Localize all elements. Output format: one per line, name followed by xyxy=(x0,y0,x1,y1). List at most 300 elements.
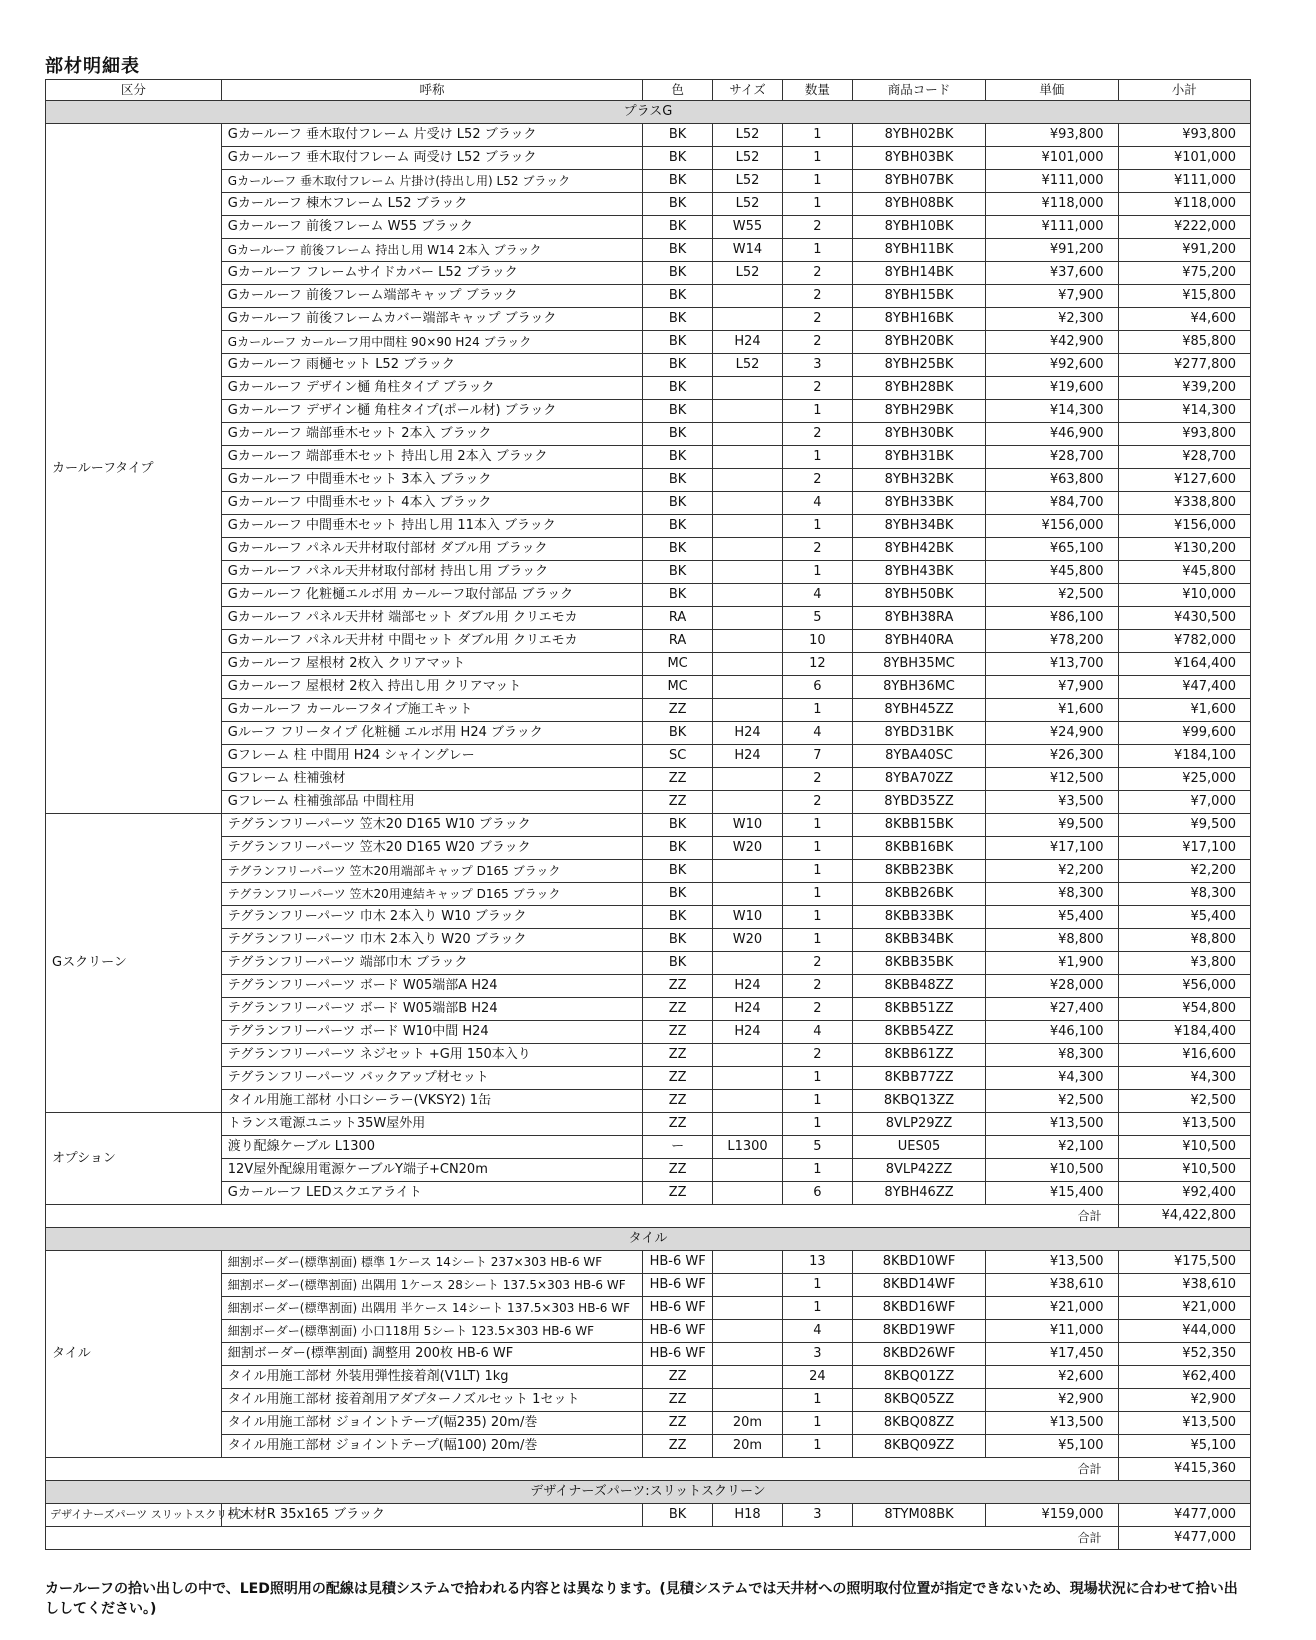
item-subtotal: ¥93,800 xyxy=(1118,124,1250,147)
item-name: Gカールーフ デザイン樋 角柱タイプ ブラック xyxy=(221,377,642,400)
table-row xyxy=(46,561,1251,584)
item-unit-price: ¥46,900 xyxy=(986,423,1118,446)
table-row xyxy=(46,1320,1251,1343)
item-unit-price: ¥28,000 xyxy=(986,975,1118,998)
item-size: W14 xyxy=(713,239,783,262)
item-code: 8YBA40SC xyxy=(852,745,985,768)
item-code: 8YBH29BK xyxy=(852,400,985,423)
table-row xyxy=(46,722,1251,745)
item-unit-price: ¥4,300 xyxy=(986,1067,1118,1090)
item-quantity: 2 xyxy=(782,975,852,998)
item-code: 8YBH20BK xyxy=(852,331,985,354)
item-unit-price: ¥91,200 xyxy=(986,239,1118,262)
table-row xyxy=(46,1343,1251,1366)
section-title: デザイナーズパーツ:スリットスクリーン xyxy=(46,1481,1251,1504)
item-subtotal: ¥101,000 xyxy=(1118,147,1250,170)
table-row xyxy=(46,860,1251,883)
item-quantity: 1 xyxy=(782,814,852,837)
item-color: ZZ xyxy=(643,768,713,791)
item-quantity: 1 xyxy=(782,124,852,147)
item-code: 8KBB54ZZ xyxy=(852,1021,985,1044)
item-size xyxy=(713,1274,783,1297)
total-value: ¥415,360 xyxy=(1118,1458,1250,1481)
item-unit-price: ¥2,100 xyxy=(986,1136,1118,1159)
item-subtotal: ¥3,800 xyxy=(1118,952,1250,975)
item-quantity: 2 xyxy=(782,469,852,492)
col-header-subtotal: 小計 xyxy=(1118,80,1250,101)
col-header-size: サイズ xyxy=(713,80,783,101)
item-unit-price: ¥28,700 xyxy=(986,446,1118,469)
item-code: 8KBD10WF xyxy=(852,1251,985,1274)
item-code: 8YBH43BK xyxy=(852,561,985,584)
item-code: 8KBQ01ZZ xyxy=(852,1366,985,1389)
item-subtotal: ¥222,000 xyxy=(1118,216,1250,239)
table-row xyxy=(46,1044,1251,1067)
item-color: ZZ xyxy=(643,699,713,722)
item-subtotal: ¥93,800 xyxy=(1118,423,1250,446)
item-subtotal: ¥4,600 xyxy=(1118,308,1250,331)
item-subtotal: ¥184,100 xyxy=(1118,745,1250,768)
category-cell: Gスクリーン xyxy=(46,814,222,1113)
col-header-quantity: 数量 xyxy=(782,80,852,101)
section-header-row xyxy=(46,1481,1251,1504)
item-unit-price: ¥2,900 xyxy=(986,1389,1118,1412)
item-name: Gカールーフ フレームサイドカバー L52 ブラック xyxy=(221,262,642,285)
category-cell: カールーフタイプ xyxy=(46,124,222,814)
item-code: 8KBB48ZZ xyxy=(852,975,985,998)
item-color: HB-6 WF xyxy=(643,1297,713,1320)
item-quantity: 1 xyxy=(782,1067,852,1090)
item-color: BK xyxy=(643,538,713,561)
table-row xyxy=(46,446,1251,469)
item-quantity: 4 xyxy=(782,492,852,515)
table-row xyxy=(46,1504,1251,1527)
item-color: BK xyxy=(643,860,713,883)
item-code: 8KBB34BK xyxy=(852,929,985,952)
item-name: テグランフリーパーツ ボード W05端部B H24 xyxy=(221,998,642,1021)
item-subtotal: ¥75,200 xyxy=(1118,262,1250,285)
item-size: 20m xyxy=(713,1435,783,1458)
item-quantity: 5 xyxy=(782,1136,852,1159)
item-color: ZZ xyxy=(643,1113,713,1136)
footnote: カールーフの拾い出しの中で、LED照明用の配線は見積システムで拾われる内容とは異なります。(見積システムでは天井材への照明取付位置が指定できないため、現場状況に合わせて拾い出ししてください。) xyxy=(45,1581,1238,1617)
item-code: 8KBD19WF xyxy=(852,1320,985,1343)
table-row xyxy=(46,952,1251,975)
item-code: 8KBB77ZZ xyxy=(852,1067,985,1090)
item-color: ZZ xyxy=(643,1159,713,1182)
item-size: H24 xyxy=(713,745,783,768)
item-color: BK xyxy=(643,262,713,285)
item-name: Gカールーフ 垂木取付フレーム 片受け L52 ブラック xyxy=(221,124,642,147)
item-size xyxy=(713,308,783,331)
item-quantity: 1 xyxy=(782,1274,852,1297)
page-title: 部材明細表 xyxy=(45,56,140,77)
item-name: Gカールーフ 屋根材 2枚入 持出し用 クリアマット xyxy=(221,676,642,699)
item-color: BK xyxy=(643,124,713,147)
item-name: Gカールーフ パネル天井材取付部材 ダブル用 ブラック xyxy=(221,538,642,561)
item-quantity: 2 xyxy=(782,423,852,446)
item-code: 8YBH11BK xyxy=(852,239,985,262)
item-subtotal: ¥5,400 xyxy=(1118,906,1250,929)
item-color: ZZ xyxy=(643,1389,713,1412)
item-unit-price: ¥13,700 xyxy=(986,653,1118,676)
item-quantity: 4 xyxy=(782,1021,852,1044)
item-color: BK xyxy=(643,308,713,331)
item-name: タイル用施工部材 外装用弾性接着剤(V1LT) 1kg xyxy=(221,1366,642,1389)
item-subtotal: ¥47,400 xyxy=(1118,676,1250,699)
table-row xyxy=(46,538,1251,561)
total-label: 合計 xyxy=(46,1205,1119,1228)
item-code: 8YBD35ZZ xyxy=(852,791,985,814)
item-quantity: 2 xyxy=(782,952,852,975)
item-code: 8KBB51ZZ xyxy=(852,998,985,1021)
item-unit-price: ¥78,200 xyxy=(986,630,1118,653)
item-quantity: 2 xyxy=(782,331,852,354)
item-size: W20 xyxy=(713,929,783,952)
item-color: HB-6 WF xyxy=(643,1251,713,1274)
table-row xyxy=(46,630,1251,653)
item-unit-price: ¥38,610 xyxy=(986,1274,1118,1297)
item-quantity: 2 xyxy=(782,308,852,331)
item-subtotal: ¥21,000 xyxy=(1118,1297,1250,1320)
item-size xyxy=(713,1182,783,1205)
item-size xyxy=(713,791,783,814)
item-size xyxy=(713,515,783,538)
item-code: 8YBH25BK xyxy=(852,354,985,377)
item-code: 8YBH45ZZ xyxy=(852,699,985,722)
item-unit-price: ¥65,100 xyxy=(986,538,1118,561)
item-code: 8KBB15BK xyxy=(852,814,985,837)
item-code: 8YBH38RA xyxy=(852,607,985,630)
item-subtotal: ¥2,500 xyxy=(1118,1090,1250,1113)
item-unit-price: ¥2,300 xyxy=(986,308,1118,331)
item-color: MC xyxy=(643,676,713,699)
item-color: BK xyxy=(643,906,713,929)
item-color: BK xyxy=(643,354,713,377)
total-row xyxy=(46,1205,1251,1228)
section-title: プラスG xyxy=(46,101,1251,124)
item-name: テグランフリーパーツ 端部巾木 ブラック xyxy=(221,952,642,975)
item-name: Gカールーフ 雨樋セット L52 ブラック xyxy=(221,354,642,377)
item-subtotal: ¥782,000 xyxy=(1118,630,1250,653)
item-color: BK xyxy=(643,423,713,446)
item-code: 8KBB23BK xyxy=(852,860,985,883)
item-quantity: 1 xyxy=(782,239,852,262)
item-code: 8KBQ08ZZ xyxy=(852,1412,985,1435)
item-name: Gカールーフ 前後フレーム端部キャップ ブラック xyxy=(221,285,642,308)
item-unit-price: ¥17,450 xyxy=(986,1343,1118,1366)
item-name: Gカールーフ 中間垂木セット 3本入 ブラック xyxy=(221,469,642,492)
table-row xyxy=(46,837,1251,860)
item-size xyxy=(713,768,783,791)
item-unit-price: ¥19,600 xyxy=(986,377,1118,400)
section-header-row xyxy=(46,101,1251,124)
item-quantity: 1 xyxy=(782,1412,852,1435)
item-color: BK xyxy=(643,952,713,975)
item-size: L1300 xyxy=(713,1136,783,1159)
item-unit-price: ¥26,300 xyxy=(986,745,1118,768)
item-size: W10 xyxy=(713,906,783,929)
item-code: 8YBH16BK xyxy=(852,308,985,331)
item-size xyxy=(713,630,783,653)
item-size xyxy=(713,1366,783,1389)
item-name: Gカールーフ 中間垂木セット 4本入 ブラック xyxy=(221,492,642,515)
item-size xyxy=(713,1044,783,1067)
item-unit-price: ¥86,100 xyxy=(986,607,1118,630)
item-code: 8YBH35MC xyxy=(852,653,985,676)
item-size: H24 xyxy=(713,722,783,745)
item-name: トランス電源ユニット35W屋外用 xyxy=(221,1113,642,1136)
item-color: RA xyxy=(643,607,713,630)
item-quantity: 1 xyxy=(782,906,852,929)
table-row xyxy=(46,308,1251,331)
item-unit-price: ¥2,600 xyxy=(986,1366,1118,1389)
item-code: 8YBH50BK xyxy=(852,584,985,607)
category-cell: オプション xyxy=(46,1113,222,1205)
item-name: Gカールーフ 前後フレームカバー端部キャップ ブラック xyxy=(221,308,642,331)
item-subtotal: ¥62,400 xyxy=(1118,1366,1250,1389)
item-quantity: 4 xyxy=(782,584,852,607)
item-size xyxy=(713,653,783,676)
item-name: 細割ボーダー(標準割面) 調整用 200枚 HB-6 WF xyxy=(221,1343,642,1366)
total-label: 合計 xyxy=(46,1458,1119,1481)
item-name: Gカールーフ 端部垂木セット 持出し用 2本入 ブラック xyxy=(221,446,642,469)
item-quantity: 12 xyxy=(782,653,852,676)
item-size xyxy=(713,1251,783,1274)
table-row xyxy=(46,883,1251,906)
item-quantity: 1 xyxy=(782,1435,852,1458)
item-code: 8YBH08BK xyxy=(852,193,985,216)
item-code: 8VLP29ZZ xyxy=(852,1113,985,1136)
item-unit-price: ¥45,800 xyxy=(986,561,1118,584)
item-subtotal: ¥127,600 xyxy=(1118,469,1250,492)
table-row xyxy=(46,1435,1251,1458)
item-subtotal: ¥118,000 xyxy=(1118,193,1250,216)
item-name: テグランフリーパーツ 笠木20 D165 W20 ブラック xyxy=(221,837,642,860)
item-quantity: 3 xyxy=(782,1504,852,1527)
table-row xyxy=(46,814,1251,837)
item-code: 8VLP42ZZ xyxy=(852,1159,985,1182)
table-row xyxy=(46,1182,1251,1205)
item-code: 8KBD16WF xyxy=(852,1297,985,1320)
item-name: Gルーフ フリータイプ 化粧樋 エルボ用 H24 ブラック xyxy=(221,722,642,745)
table-row xyxy=(46,768,1251,791)
item-size: W10 xyxy=(713,814,783,837)
item-color: ZZ xyxy=(643,998,713,1021)
item-size: H24 xyxy=(713,1021,783,1044)
item-name: Gカールーフ カールーフタイプ施工キット xyxy=(221,699,642,722)
item-code: 8YBH42BK xyxy=(852,538,985,561)
item-subtotal: ¥16,600 xyxy=(1118,1044,1250,1067)
table-row xyxy=(46,653,1251,676)
item-unit-price: ¥159,000 xyxy=(986,1504,1118,1527)
item-unit-price: ¥8,800 xyxy=(986,929,1118,952)
item-subtotal: ¥10,500 xyxy=(1118,1136,1250,1159)
table-row xyxy=(46,354,1251,377)
item-subtotal: ¥91,200 xyxy=(1118,239,1250,262)
table-row xyxy=(46,216,1251,239)
item-color: BK xyxy=(643,285,713,308)
item-unit-price: ¥17,100 xyxy=(986,837,1118,860)
item-code: 8YBH28BK xyxy=(852,377,985,400)
item-size xyxy=(713,1067,783,1090)
item-name: 細割ボーダー(標準割面) 小口118用 5シート 123.5×303 HB-6 WF xyxy=(221,1320,642,1343)
item-subtotal: ¥56,000 xyxy=(1118,975,1250,998)
item-size xyxy=(713,1389,783,1412)
table-row xyxy=(46,515,1251,538)
item-quantity: 1 xyxy=(782,1297,852,1320)
item-size: H24 xyxy=(713,331,783,354)
item-quantity: 2 xyxy=(782,1044,852,1067)
item-quantity: 1 xyxy=(782,1113,852,1136)
item-code: 8YBH02BK xyxy=(852,124,985,147)
item-name: 12V屋外配線用電源ケーブルY端子+CN20m xyxy=(221,1159,642,1182)
item-color: BK xyxy=(643,584,713,607)
table-row xyxy=(46,998,1251,1021)
item-color: BK xyxy=(643,929,713,952)
item-quantity: 1 xyxy=(782,1159,852,1182)
item-name: テグランフリーパーツ ボード W05端部A H24 xyxy=(221,975,642,998)
item-quantity: 1 xyxy=(782,1090,852,1113)
item-color: BK xyxy=(643,561,713,584)
table-row xyxy=(46,423,1251,446)
table-row xyxy=(46,584,1251,607)
item-subtotal: ¥38,610 xyxy=(1118,1274,1250,1297)
item-size: W20 xyxy=(713,837,783,860)
item-color: HB-6 WF xyxy=(643,1320,713,1343)
item-unit-price: ¥46,100 xyxy=(986,1021,1118,1044)
table-row xyxy=(46,1412,1251,1435)
item-unit-price: ¥2,500 xyxy=(986,1090,1118,1113)
table-row xyxy=(46,1251,1251,1274)
table-row xyxy=(46,1090,1251,1113)
table-row xyxy=(46,147,1251,170)
item-color: ZZ xyxy=(643,1366,713,1389)
item-quantity: 7 xyxy=(782,745,852,768)
item-name: 細割ボーダー(標準割面) 出隅用 半ケース 14シート 137.5×303 HB-6 WF xyxy=(221,1297,642,1320)
item-unit-price: ¥15,400 xyxy=(986,1182,1118,1205)
item-size xyxy=(713,1090,783,1113)
item-subtotal: ¥13,500 xyxy=(1118,1113,1250,1136)
item-quantity: 3 xyxy=(782,1343,852,1366)
table-row xyxy=(46,676,1251,699)
item-name: テグランフリーパーツ 巾木 2本入り W20 ブラック xyxy=(221,929,642,952)
item-name: Gカールーフ パネル天井材 中間セット ダブル用 クリエモカ xyxy=(221,630,642,653)
item-code: 8KBB35BK xyxy=(852,952,985,975)
item-quantity: 1 xyxy=(782,170,852,193)
item-color: BK xyxy=(643,170,713,193)
parts-table xyxy=(45,79,1251,1550)
item-size xyxy=(713,1320,783,1343)
total-value: ¥477,000 xyxy=(1118,1527,1250,1550)
category-cell: タイル xyxy=(46,1251,222,1458)
item-subtotal: ¥39,200 xyxy=(1118,377,1250,400)
table-row xyxy=(46,492,1251,515)
item-unit-price: ¥13,500 xyxy=(986,1251,1118,1274)
item-quantity: 5 xyxy=(782,607,852,630)
item-unit-price: ¥14,300 xyxy=(986,400,1118,423)
item-subtotal: ¥17,100 xyxy=(1118,837,1250,860)
item-subtotal: ¥13,500 xyxy=(1118,1412,1250,1435)
item-code: 8KBB33BK xyxy=(852,906,985,929)
item-quantity: 1 xyxy=(782,400,852,423)
item-code: 8YBH10BK xyxy=(852,216,985,239)
item-quantity: 4 xyxy=(782,722,852,745)
item-code: 8YBH15BK xyxy=(852,285,985,308)
item-color: ZZ xyxy=(643,791,713,814)
item-unit-price: ¥7,900 xyxy=(986,285,1118,308)
table-row xyxy=(46,1389,1251,1412)
table-row xyxy=(46,607,1251,630)
item-unit-price: ¥156,000 xyxy=(986,515,1118,538)
item-quantity: 24 xyxy=(782,1366,852,1389)
item-size xyxy=(713,883,783,906)
item-quantity: 6 xyxy=(782,1182,852,1205)
item-color: ZZ xyxy=(643,975,713,998)
item-color: ー xyxy=(643,1136,713,1159)
item-size: L52 xyxy=(713,124,783,147)
item-name: 枕木材R 35x165 ブラック xyxy=(221,1504,642,1527)
item-size xyxy=(713,423,783,446)
item-size: L52 xyxy=(713,354,783,377)
item-code: 8YBH31BK xyxy=(852,446,985,469)
item-name: Gカールーフ LEDスクエアライト xyxy=(221,1182,642,1205)
item-unit-price: ¥2,500 xyxy=(986,584,1118,607)
item-size: H24 xyxy=(713,975,783,998)
table-row xyxy=(46,975,1251,998)
item-quantity: 1 xyxy=(782,860,852,883)
item-unit-price: ¥8,300 xyxy=(986,1044,1118,1067)
item-quantity: 1 xyxy=(782,515,852,538)
table-body xyxy=(46,101,1251,1550)
item-name: タイル用施工部材 小口シーラー(VKSY2) 1缶 xyxy=(221,1090,642,1113)
item-quantity: 1 xyxy=(782,883,852,906)
item-subtotal: ¥10,000 xyxy=(1118,584,1250,607)
table-row xyxy=(46,1067,1251,1090)
item-code: 8YBH30BK xyxy=(852,423,985,446)
table-row xyxy=(46,1274,1251,1297)
item-color: ZZ xyxy=(643,1090,713,1113)
item-subtotal: ¥15,800 xyxy=(1118,285,1250,308)
item-subtotal: ¥45,800 xyxy=(1118,561,1250,584)
item-size xyxy=(713,1113,783,1136)
item-name: Gフレーム 柱補強部品 中間柱用 xyxy=(221,791,642,814)
item-subtotal: ¥8,300 xyxy=(1118,883,1250,906)
item-quantity: 1 xyxy=(782,446,852,469)
item-name: テグランフリーパーツ バックアップ材セット xyxy=(221,1067,642,1090)
item-unit-price: ¥8,300 xyxy=(986,883,1118,906)
item-size xyxy=(713,1297,783,1320)
item-code: 8YBH03BK xyxy=(852,147,985,170)
table-row xyxy=(46,1021,1251,1044)
item-unit-price: ¥118,000 xyxy=(986,193,1118,216)
item-unit-price: ¥63,800 xyxy=(986,469,1118,492)
item-code: 8YBH07BK xyxy=(852,170,985,193)
item-subtotal: ¥277,800 xyxy=(1118,354,1250,377)
item-size xyxy=(713,676,783,699)
col-header-name: 呼称 xyxy=(221,80,642,101)
item-subtotal: ¥175,500 xyxy=(1118,1251,1250,1274)
item-quantity: 1 xyxy=(782,929,852,952)
item-size xyxy=(713,492,783,515)
table-row xyxy=(46,262,1251,285)
item-unit-price: ¥9,500 xyxy=(986,814,1118,837)
item-unit-price: ¥24,900 xyxy=(986,722,1118,745)
table-row xyxy=(46,469,1251,492)
item-quantity: 2 xyxy=(782,285,852,308)
item-subtotal: ¥99,600 xyxy=(1118,722,1250,745)
item-unit-price: ¥5,400 xyxy=(986,906,1118,929)
